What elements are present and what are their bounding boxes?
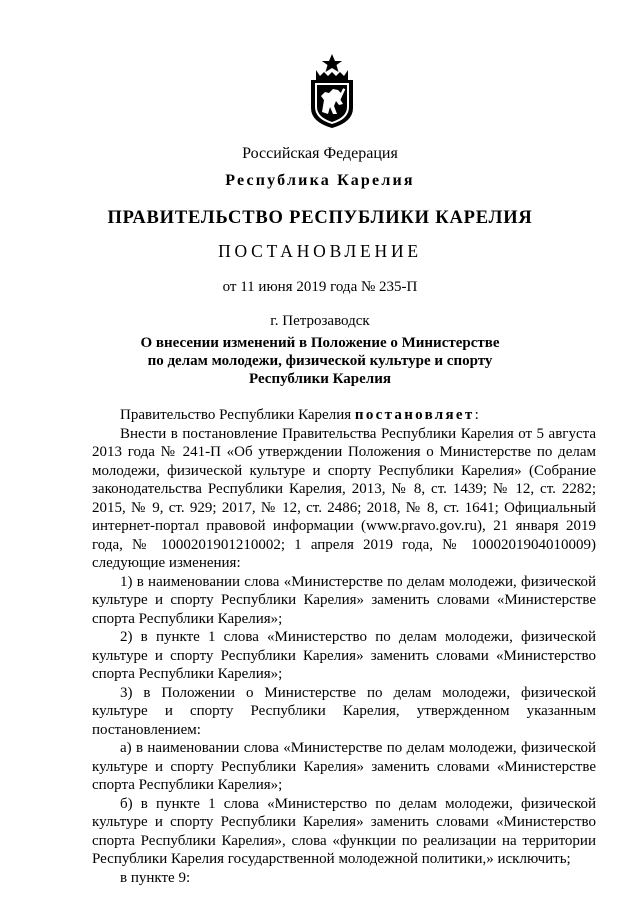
intro-paragraph [92,406,596,425]
document-type: ПОСТАНОВЛЕНИЕ [218,241,422,261]
region-name: Республика Карелия [225,172,415,189]
government-title: ПРАВИТЕЛЬСТВО РЕСПУБЛИКИ КАРЕЛИЯ [107,208,533,228]
karelia-coat-of-arms-icon [302,52,362,130]
body-paragraph: б) в пункте 1 слова «Министерство по делам молодежи, физической культуре и спорту Республики Карелия» заменить словами «Министерство спорта Республики Карелия», слова «функции по реализации на территории Республики Карелия государственной молодежной политики,» исключить; [92,795,596,867]
document-body [92,406,596,887]
intro-colon: : [474,407,479,423]
body-paragraph: 2) в пункте 1 слова «Министерство по делам молодежи, физической культуре и спорту Республики Карелия» заменить словами «Министерство спорта Республики Карелия»; [92,629,596,682]
subject-line: О внесении изменений в Положение о Министерстве [140,335,500,351]
body-paragraph: а) в наименовании слова «Министерстве по делам молодежи, физической культуре и спорту Республики Карелия» заменить словами «Министерстве спорта Республики Карелия»; [92,740,596,793]
intro-verb: постановляет [354,407,475,423]
subject-line: по делам молодежи, физической культуре и спорту [147,353,493,369]
body-paragraph: 3) в Положении о Министерстве по делам молодежи, физической культуре и спорту Республики Карелия, утвержденном указанным постановлением: [92,684,596,738]
body-paragraph: в пункте 9: [120,869,191,886]
city-name: г. Петрозаводск [270,313,370,329]
document-date-number: от 11 июня 2019 года № 235-П [222,279,418,295]
subject-line: Республики Карелия [249,371,391,387]
country-name: Российская Федерация [242,145,398,162]
intro-text: Правительство Республики Карелия [120,407,355,423]
body-paragraph: 1) в наименовании слова «Министерстве по делам молодежи, физической культуре и спорту Республики Карелия» заменить словами «Министерстве спорта Республики Карелия»; [92,573,596,627]
body-paragraph: Внести в постановление Правительства Республики Карелия от 5 августа 2013 года № 241-П «Об утверждении Положения о Министерстве по делам молодежи, физической культуре и спорту Республики Карелия» (Собрание законодательства Республики Карелия, 2013, № 8, ст. 1439; № 12, ст. 2282; 2015, № 9, ст. 929; 2017, № 12, ст. 2486; 2018, № 8, ст. 1641; Официальный интернет-портал правовой информации (www.pravo.gov.ru), 21 января 2019 года, № 1000201901210002; 1 апреля 2019 года, № 1000201904010009) следующие изменения: [92,425,596,571]
document-subject [0,334,640,388]
